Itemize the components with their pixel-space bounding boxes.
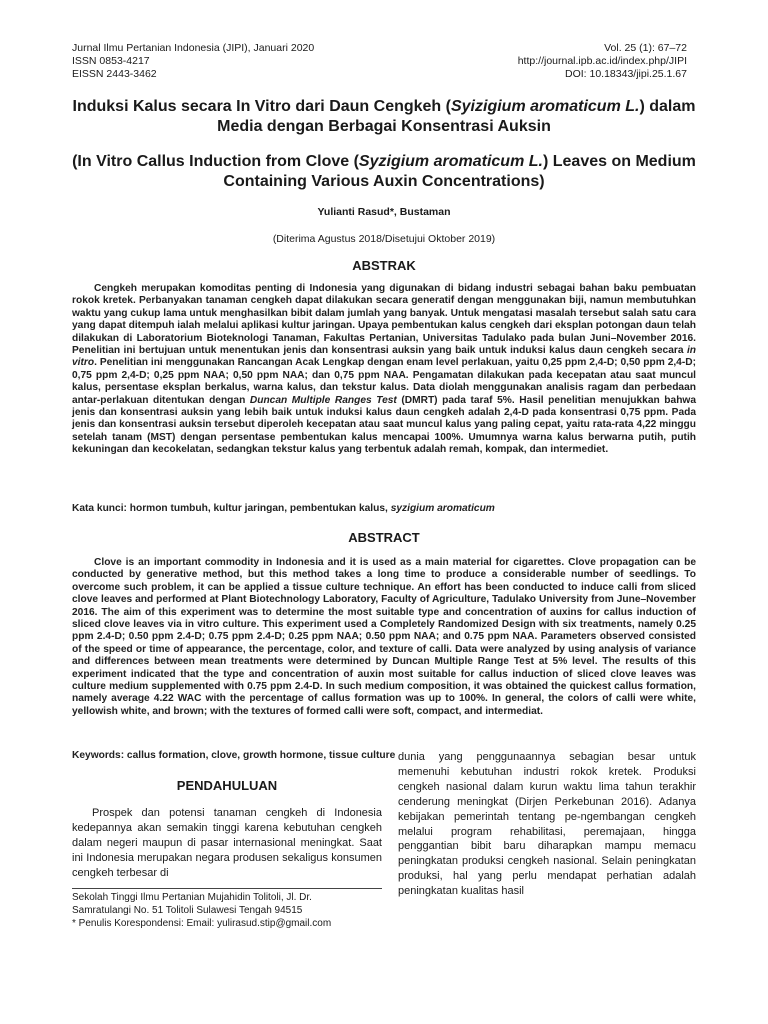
- abstrak-text-b: . Penelitian ini menggunakan Rancangan Acak Lengkap dengan enam level perlakuan, yaitu 0,25 ppm 2,4-D; 0,50 ppm 2,4-D; 0,75 ppm 2,4-D; 0,25 ppm NAA; 0,50 ppm NAA; dan 0,75 ppm NAA. Pengamatan dilakukan pada kecepatan atau saat muncul kalus, persentase eksplan berkalus, warna kalus, dan tekstur kalus. Data diolah menggunakan analisis ragam dan perbedaan antar-perlakuan ditentukan dengan: [72, 357, 696, 406]
- abstrak-italic-a: in vitro: [72, 345, 696, 369]
- correspondence-email: * Penulis Korespondensi: Email: yulirasud.stip@gmail.com: [72, 917, 332, 929]
- pendahuluan-heading: PENDAHULUAN: [176, 778, 278, 793]
- title-id-part2: ) dalam Media dengan Berbagai Konsentrasi Auksin: [217, 98, 696, 135]
- intro-left-paragraph: Prospek dan potensi tanaman cengkeh di Indonesia kedepannya akan semakin tinggi karena kebutuhan cengkeh dalam negeri maupun di pasar internasional meningkat. Saat ini Indonesia merupakan negara produsen sekaligus konsumen cengkeh terbesar di: [72, 807, 382, 879]
- abstrak-text-c: (DMRT) pada taraf 5%. Hasil penelitian menujukkan bahwa jenis dan konsentrasi auksin yang lebih baik untuk induksi kalus daun cengkeh adalah 2,4-D pada konsentrasi 0,75 ppm. Pada jenis dan konsentrasi auksin tersebut diperoleh kecepatan atau saat muncul kalus yang paling cepat, yaitu rata-rata 4,22 minggu setelah tanam (MST) dengan persentase pembentukan kalus mencapai 100%. Umumnya warna kalus berwarna putih, putih kekuningan dan kecokelatan, sedangkan tekstur kalus yang terbentuk adalah remah, kompak, dan intermediet.: [72, 394, 697, 456]
- title-english: [70, 152, 698, 192]
- title-indonesian: [70, 97, 698, 137]
- affiliation-line-2: Samratulangi No. 51 Tolitoli Sulawesi Tengah 94515: [72, 904, 303, 916]
- keywords: Keywords: callus formation, clove, growth hormone, tissue culture: [72, 750, 396, 761]
- title-id-species: Syizigium aromaticum L.: [450, 98, 640, 115]
- journal-url: http://journal.ipb.ac.id/index.php/JIPI: [517, 55, 687, 67]
- doi: DOI: 10.18343/jipi.25.1.67: [564, 68, 687, 80]
- issn: ISSN 0853-4217: [72, 55, 150, 67]
- abstrak-heading: ABSTRAK: [352, 258, 416, 273]
- title-en-part2: ) Leaves on Medium Containing Various Auxin Concentrations): [223, 153, 696, 190]
- title-id-part1: Induksi Kalus secara In Vitro dari Daun Cengkeh (: [72, 98, 451, 115]
- title-en-part1: (In Vitro Callus Induction from Clove (: [72, 153, 359, 170]
- kata-kunci-italic: syzigium aromaticum: [390, 503, 495, 514]
- abstract-text: Clove is an important commodity in Indonesia and it is used as a main material for cigarettes. Clove propagation can be conducted by generative method, but this method takes a long time to produce a considerable number of seedlings. To overcome such problem, it can be applied a tissue culture technique. An effort has been conducted to induce calli from sliced clove leaves and performed at Plant Biotechnology Laboratory, Faculty of Agriculture, Tadulako University from June–November 2016. The aim of this experiment was to determine the most suitable type and concentration of auxins for callus induction of sliced clove leaves via in vitro culture. This experiment used a Completely Randomized Design with six treatments, namely 0.25 ppm 2.4-D; 0.50 ppm 2.4-D; 0.75 ppm 2.4-D; 0.25 ppm NAA; 0.50 ppm NAA; and 0.75 ppm NAA. Parameters observed consisted of the speed or time of appearance, the percentage, color, and texture of calli. Data were analyzed by using analysis of variance and differences between mean treatments were determined by Duncan Multiple Range Test at 5% level. The results of this experiment indicated that the type and concentration of auxin most suitable for callus induction of sliced clove leaves was culture medium supplemented with 0.75 ppm 2.4-D. In such medium composition, it was obtained the quickest callus formation, namely average 4.22 WAC with the percentage of callus formation was up to 100%. In general, the colors of calli were white, yellowish white, and brown; with the textures of formed calli were soft, compact, and intermediat.: [72, 557, 696, 717]
- abstrak-italic-b: Duncan Multiple Ranges Test: [249, 394, 397, 406]
- kata-kunci: [72, 503, 696, 515]
- footnote-divider: [72, 888, 382, 889]
- eissn: EISSN 2443-3462: [72, 68, 157, 80]
- abstrak-text: [72, 283, 696, 457]
- received-date: (Diterima Agustus 2018/Disetujui Oktober 2019): [272, 233, 496, 245]
- footnote: [72, 892, 382, 930]
- intro-right-paragraph: dunia yang penggunaannya sebagian besar untuk memenuhi kebutuhan industri rokok kretek. Produksi cengkeh nasional dalam kurun waktu lima tahun terakhir cenderung meningkat (Dirjen Perkebunan 2016). Adanya kebijakan pemerintah tentang pe-ngembangan cengkeh melalui program rehabilitasi, peremajaan, hingga penggantian bibit baru diharapkan mampu memacu peningkatan produksi cengkeh nasional. Selain peningkatan produksi, hal yang perlu mendapat perhatian adalah peningkatan kualitas hasil: [398, 751, 696, 898]
- abstract-heading: ABSTRACT: [348, 530, 420, 545]
- abstrak-text-a: Cengkeh merupakan komoditas penting di Indonesia yang digunakan di bidang industri sebagai bahan baku pembuatan rokok kretek. Perbanyakan tanaman cengkeh dapat dilakukan secara generatif dengan menggunakan biji, namun membutuhkan waktu yang cukup lama untuk menghasilkan bibit dalam jumlah yang banyak. Untuk mengatasi masalah tersebut salah satu cara yang dapat ditempuh ialah melalui aplikasi kultur jaringan. Upaya pembentukan kalus cengkeh dari eksplan potongan daun telah dilakukan di Laboratorium Bioteknologi Tanaman, Fakultas Pertanian, Universitas Tadulako pada bulan Juni–November 2016. Penelitian ini bertujuan untuk menentukan jenis dan konsentrasi auksin yang baik untuk induksi kalus daun cengkeh secara: [72, 283, 696, 357]
- title-en-species: Syzigium aromaticum L.: [358, 153, 543, 170]
- kata-kunci-text: Kata kunci: hormon tumbuh, kultur jaringan, pembentukan kalus,: [72, 503, 391, 514]
- authors: Yulianti Rasud*, Bustaman: [317, 206, 451, 218]
- volume-pages: Vol. 25 (1): 67–72: [604, 42, 687, 54]
- affiliation-line-1: Sekolah Tinggi Ilmu Pertanian Mujahidin Tolitoli, Jl. Dr.: [72, 892, 312, 903]
- journal-header-right: [518, 42, 687, 81]
- journal-name: Jurnal Ilmu Pertanian Indonesia (JIPI), Januari 2020: [72, 42, 315, 54]
- journal-header-left: [72, 42, 314, 81]
